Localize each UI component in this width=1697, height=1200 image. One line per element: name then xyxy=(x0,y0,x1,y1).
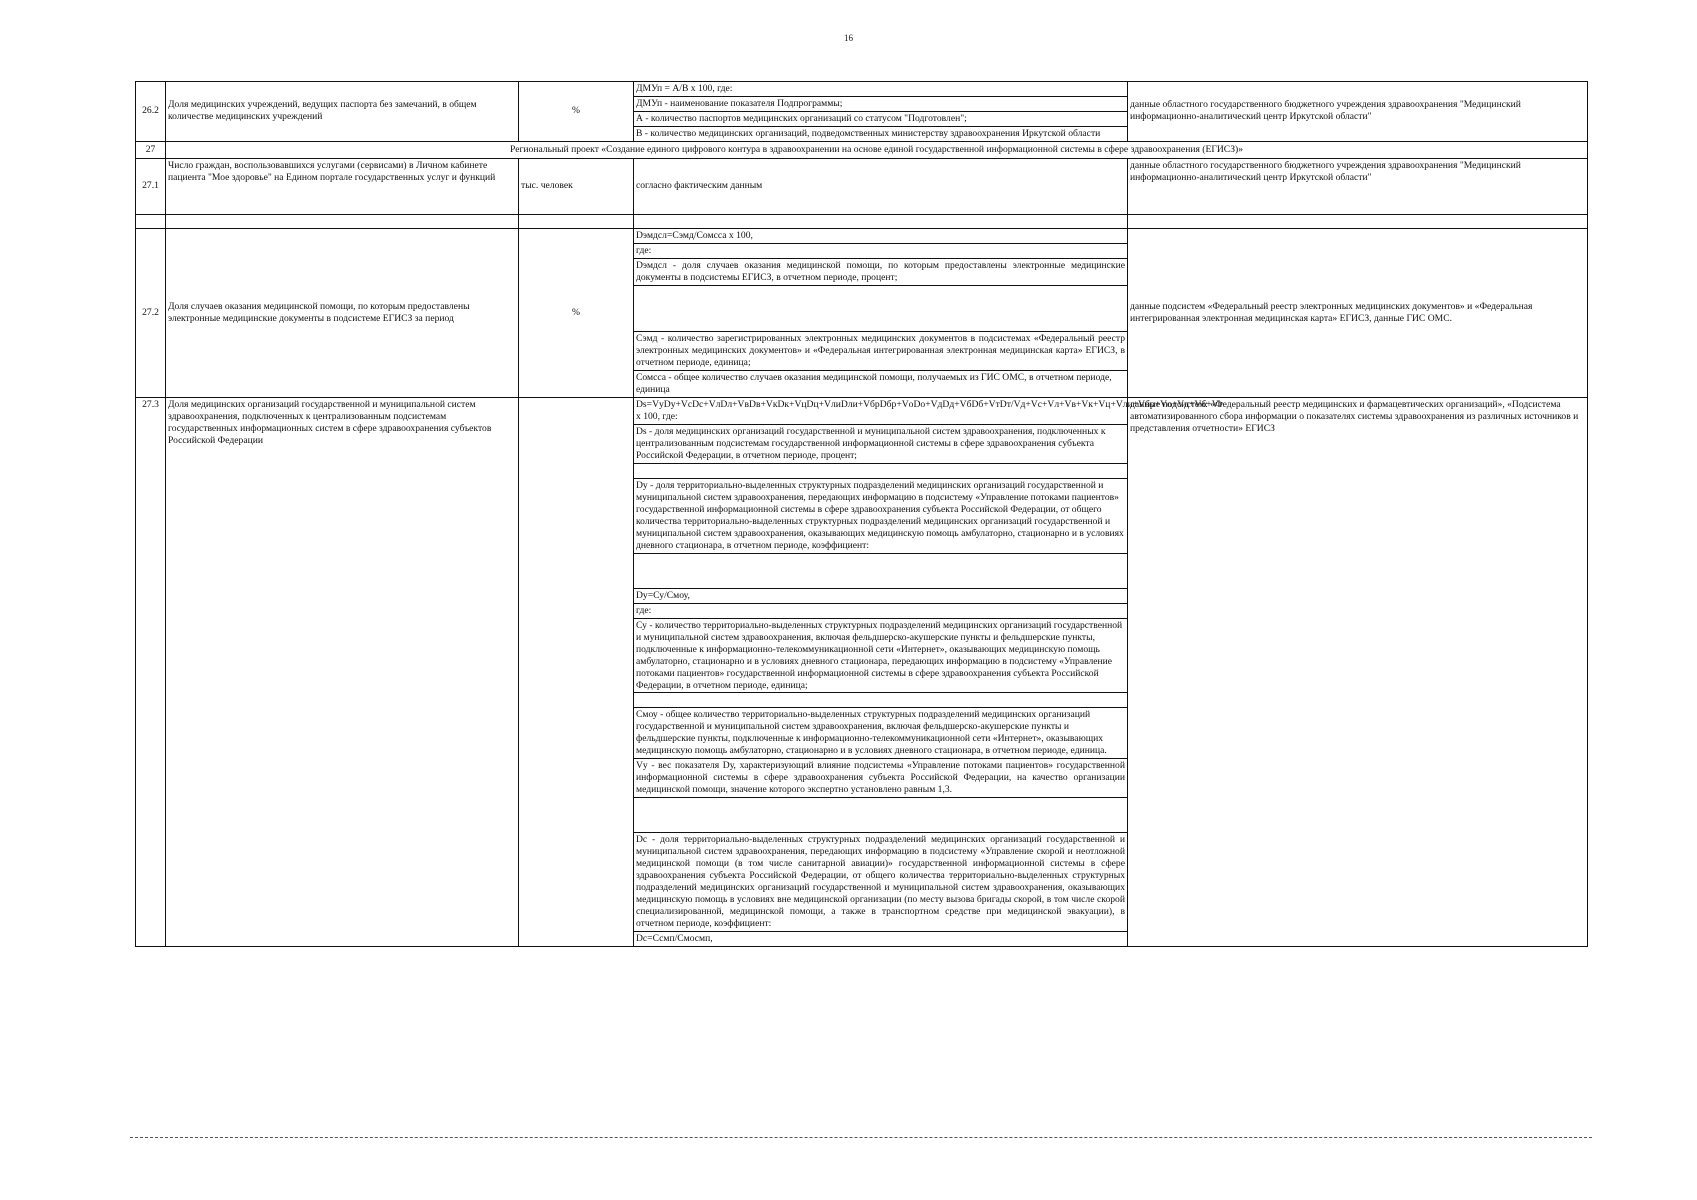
method-cell xyxy=(634,82,1128,142)
source-cell: данные областного государственного бюджетного учреждения здравоохранения "Медицинский информационно-аналитический центр Иркутской области" xyxy=(1128,158,1588,214)
method-line: А - количество паспортов медицинских организаций со статусом "Подготовлен"; xyxy=(634,112,1127,127)
method-line: Dс - доля территориально-выделенных структурных подразделений медицинских организаций государственной и муниципальной систем здравоохранения, передающих информацию в подсистему «Управление скорой и неотложной медицинской помощи (в том числе санитарной авиации)» государственной информационной системы в сфере здравоохранения субъекта Российской Федерации, от общего количества территориально-выделенных структурных подразделений медицинских организаций государственной и муниципальной систем здравоохранения, оказывающих медицинскую помощь в условиях вне медицинской организации (по месту вызова бригады скорой, в том числе скорой специализированной, медицинской помощи, а также в транспортном средстве при медицинской эвакуации), в отчетном периоде, коэффициент: xyxy=(634,833,1127,932)
unit-cell: тыс. человек xyxy=(519,158,634,214)
table-row-27-2 xyxy=(136,228,1588,397)
table-row-27-1 xyxy=(136,158,1588,214)
table-row-26-2 xyxy=(136,82,1588,142)
method-blank xyxy=(634,554,1127,589)
source-cell: данные областного государственного бюджетного учреждения здравоохранения "Медицинский информационно-аналитический центр Иркутской области" xyxy=(1128,82,1588,142)
indicator-name: Доля медицинских учреждений, ведущих паспорта без замечаний, в общем количестве медицинских учреждений xyxy=(166,82,519,142)
method-blank xyxy=(634,798,1127,833)
empty-cell xyxy=(519,214,634,228)
method-line: где: xyxy=(634,244,1127,259)
table-row-27 xyxy=(136,141,1588,158)
method-line: Ds - доля медицинских организаций государственной и муниципальной систем здравоохранения, подключенных к централизованным подсистемам государственной информационной системы в сфере здравоохранения субъекта Российской Федерации, в отчетном периоде, процент; xyxy=(634,425,1127,464)
row-number: 27.1 xyxy=(136,158,166,214)
method-cell xyxy=(634,228,1128,397)
method-line: где: xyxy=(634,604,1127,619)
method-line: Сомсса - общее количество случаев оказания медицинской помощи, получаемых из ГИС ОМС, в отчетном периоде, единица xyxy=(636,371,1112,395)
row-number: 27.2 xyxy=(136,228,166,397)
method-line: ДМУп - наименование показателя Подпрограммы; xyxy=(634,97,1127,112)
method-line: Су - количество территориально-выделенных структурных подразделений медицинских организаций государственной и муниципальной систем здравоохранения, включая фельдшерско-акушерские пункты и фельдшерские пункты, подключенные к информационно-телекоммуникационной сети «Интернет», оказывающих медицинскую помощь амбулаторно, стационарно и в условиях дневного стационара, передающих информацию в подсистему «Управление потоками пациентов» государственной информационной системы в сфере здравоохранения субъекта Российской Федерации, в отчетном периоде, единица; xyxy=(634,619,1127,694)
method-line: В - количество медицинских организаций, подведомственных министерству здравоохранения Иркутской области xyxy=(636,127,1101,139)
source-cell: данные подсистем: «Федеральный реестр медицинских и фармацевтических организаций», «Подсистема автоматизированного сбора информации о показателях системы здравоохранения из различных источников и представления отчетности» ЕГИСЗ xyxy=(1128,397,1588,946)
method-line: Vу - вес показателя Dу, характеризующий влияние подсистемы «Управление потоками пациентов» государственной информационной системы в сфере здравоохранения субъекта Российской Федерации, на качество организации медицинской помощи, значение которого экспертно установлено равным 1,3. xyxy=(634,759,1127,798)
method-blank xyxy=(634,693,1127,708)
method-blank xyxy=(634,464,1127,479)
unit-cell xyxy=(519,397,634,946)
indicator-table xyxy=(135,81,1588,947)
method-line: Dэмдсл - доля случаев оказания медицинской помощи, по которым предоставлены электронные медицинские документы в подсистемы ЕГИСЗ, в отчетном периоде, процент; xyxy=(634,259,1127,286)
row-number: 27.3 xyxy=(136,397,166,946)
method-line: Dу - доля территориально-выделенных структурных подразделений медицинских организаций государственной и муниципальной систем здравоохранения, передающих информацию в подсистему «Управление потоками пациентов» государственной информационной системы в сфере здравоохранения субъекта Российской Федерации, от общего количества территориально-выделенных структурных подразделений медицинских организаций государственной и муниципальной систем здравоохранения, оказывающих медицинскую помощь амбулаторно, стационарно и в условиях дневного стационара, в отчетном периоде, коэффициент: xyxy=(634,479,1127,554)
method-line: Dэмдсл=Сэмд/Сомсса х 100, xyxy=(634,229,1127,244)
method-blank xyxy=(634,286,1127,332)
empty-cell xyxy=(136,214,166,228)
indicator-name: Доля случаев оказания медицинской помощи, по которым предоставлены электронные медицинские документы в подсистеме ЕГИСЗ за период xyxy=(166,228,519,397)
indicator-name: Доля медицинских организаций государственной и муниципальной систем здравоохранения, подключенных к централизованным подсистемам государственных информационных систем в сфере здравоохранения субъектов Российской Федерации xyxy=(166,397,519,946)
method-line: Сэмд - количество зарегистрированных электронных медицинских документов в подсистемах «Федеральный реестр электронных медицинских документов» и «Федеральная интегрированная электронная медицинская карта» ЕГИСЗ, в отчетном периоде, единица; xyxy=(634,332,1127,371)
empty-cell xyxy=(1128,214,1588,228)
row-number: 26.2 xyxy=(136,82,166,142)
method-line: Dу=Су/Смоу, xyxy=(634,589,1127,604)
row-number: 27 xyxy=(136,141,166,158)
page-bottom-rule xyxy=(130,1137,1592,1138)
unit-cell: % xyxy=(519,228,634,397)
method-line: Ds=VуDу+VсDс+VлDл+VвDв+VкDк+VцDц+VлиDли+VбрDбр+VоDо+VдDд+VбDб+VтDт/Vд+Vс+Vл+Vв+Vк+Vц+Vли+Vбр+Vо+Vд+Vб+Vт х 100, где: xyxy=(634,398,1127,425)
method-line: Dс=Ссмп/Смосмп, xyxy=(636,933,713,945)
project-title: Региональный проект «Создание единого цифрового контура в здравоохранении на основе единой государственной информационной системы в сфере здравоохранения (ЕГИСЗ)» xyxy=(166,141,1588,158)
table-row-spacer xyxy=(136,214,1588,228)
method-cell: согласно фактическим данным xyxy=(634,158,1128,214)
page-number: 16 xyxy=(844,33,853,43)
method-line: ДМУп = А/В х 100, где: xyxy=(634,82,1127,97)
method-line: Смоу - общее количество территориально-выделенных структурных подразделений медицинских организаций государственной и муниципальной систем здравоохранения, включая фельдшерско-акушерские пункты и фельдшерские пункты, подключенные к информационно-телекоммуникационной сети «Интернет», оказывающих медицинскую помощь амбулаторно, стационарно и в условиях дневного стационара, в отчетном периоде, единица. xyxy=(634,708,1127,759)
method-cell xyxy=(634,397,1223,946)
table-row-27-3 xyxy=(136,397,1588,946)
empty-cell xyxy=(166,214,519,228)
indicator-name: Число граждан, воспользовавшихся услугами (сервисами) в Личном кабинете пациента "Мое здоровье" на Едином портале государственных услуг и функций xyxy=(166,158,519,214)
source-cell: данные подсистем «Федеральный реестр электронных медицинских документов» и «Федеральная интегрированная электронная медицинская карта» ЕГИСЗ, данные ГИС ОМС. xyxy=(1128,228,1588,397)
empty-cell xyxy=(634,214,1128,228)
unit-cell: % xyxy=(519,82,634,142)
